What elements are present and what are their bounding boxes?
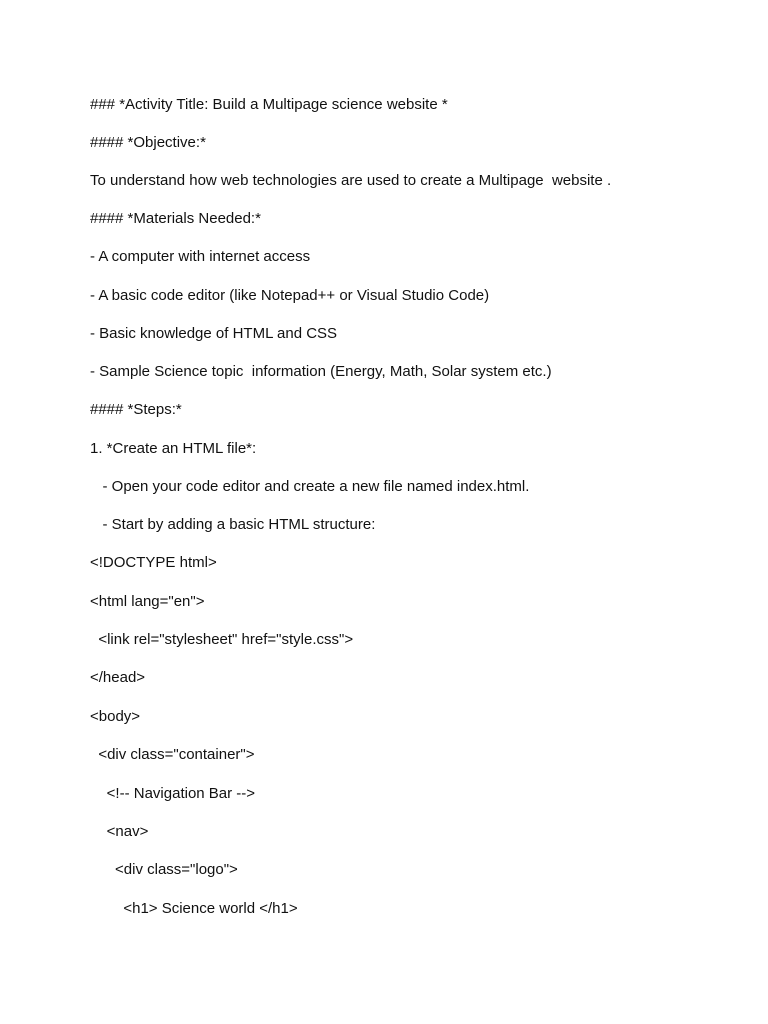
step-subitem: - Start by adding a basic HTML structure:: [90, 516, 376, 533]
materials-item: - A computer with internet access: [90, 248, 311, 265]
objective-text: To understand how web technologies are used to create a Multipage website .: [90, 172, 612, 189]
steps-heading: #### *Steps:*: [90, 401, 182, 418]
code-line: <!-- Navigation Bar -->: [90, 785, 256, 802]
activity-title-heading: ### *Activity Title: Build a Multipage science website *: [90, 96, 448, 113]
objective-heading: #### *Objective:*: [90, 134, 206, 151]
materials-item: - A basic code editor (like Notepad++ or Visual Studio Code): [90, 287, 490, 304]
code-line: <div class="container">: [90, 746, 255, 763]
code-line: <div class="logo">: [90, 861, 238, 878]
materials-heading: #### *Materials Needed:*: [90, 210, 261, 227]
code-line: <link rel="stylesheet" href="style.css">: [90, 631, 354, 648]
code-line: <h1> Science world </h1>: [90, 900, 298, 917]
step-subitem: - Open your code editor and create a new file named index.html.: [90, 478, 530, 495]
code-line: </head>: [90, 669, 146, 686]
materials-item: - Sample Science topic information (Energy, Math, Solar system etc.): [90, 363, 552, 380]
materials-item: - Basic knowledge of HTML and CSS: [90, 325, 338, 342]
code-line: <nav>: [90, 823, 149, 840]
code-line: <body>: [90, 708, 141, 725]
code-line: <!DOCTYPE html>: [90, 554, 217, 571]
code-line: <html lang="en">: [90, 593, 205, 610]
step-item: 1. *Create an HTML file*:: [90, 440, 257, 457]
